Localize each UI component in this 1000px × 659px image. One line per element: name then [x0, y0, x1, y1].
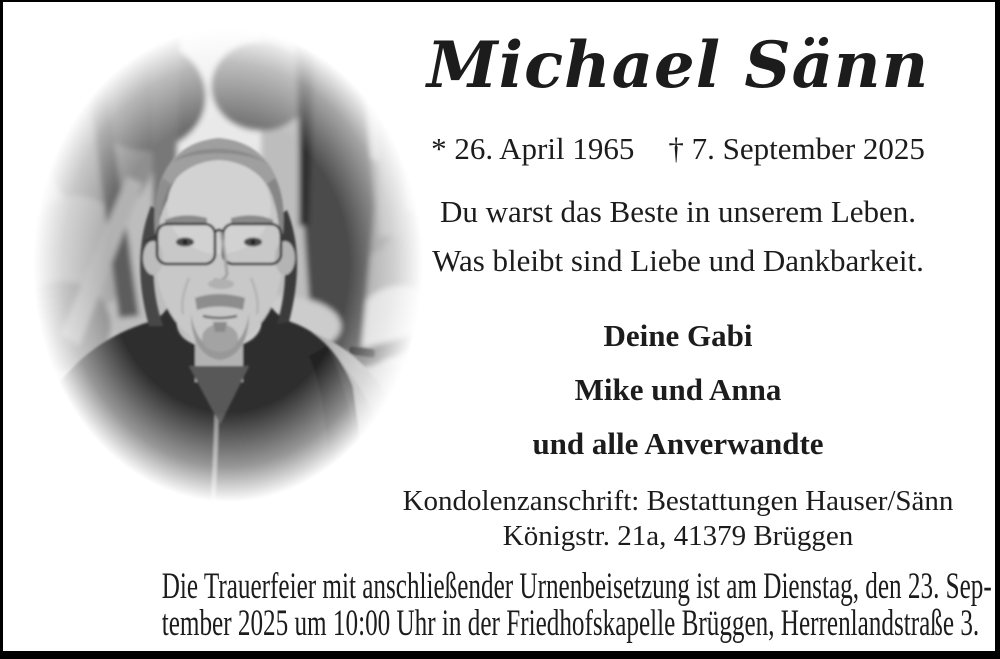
verse-line-1: Du warst das Beste in unserem Leben. [439, 194, 917, 229]
mourner-line: und alle Anverwandte [532, 426, 824, 461]
mourners-list [395, 309, 961, 471]
funeral-information [3, 568, 995, 642]
funeral-line-1: Die Trauerfeier mit anschließender Urnenbeisetzung ist am Dienstag, den 23. Sep- [161, 566, 992, 607]
death-date: † 7. September 2025 [668, 131, 925, 166]
notice-text-column [395, 18, 961, 471]
condolence-line-2: Königstr. 21a, 41379 Brüggen [502, 520, 854, 552]
condolence-line-1: Kondolenzanschrift: Bestattungen Hauser/Sänn [402, 485, 954, 517]
verse-line-2: Was bleibt sind Liebe und Dankbarkeit. [432, 243, 924, 278]
funeral-line-2: tember 2025 um 10:00 Uhr in der Friedhofskapelle Brüggen, Herrenlandstraße 3. [161, 603, 980, 644]
condolence-address [395, 484, 961, 554]
life-dates [395, 128, 961, 170]
portrait-photo [31, 26, 425, 504]
mourner-line: Deine Gabi [603, 318, 753, 353]
portrait-photo-graphic [31, 26, 425, 504]
birth-date: * 26. April 1965 [431, 131, 635, 166]
mourner-line: Mike und Anna [574, 372, 782, 407]
deceased-name: Michael Sänn [426, 28, 930, 103]
